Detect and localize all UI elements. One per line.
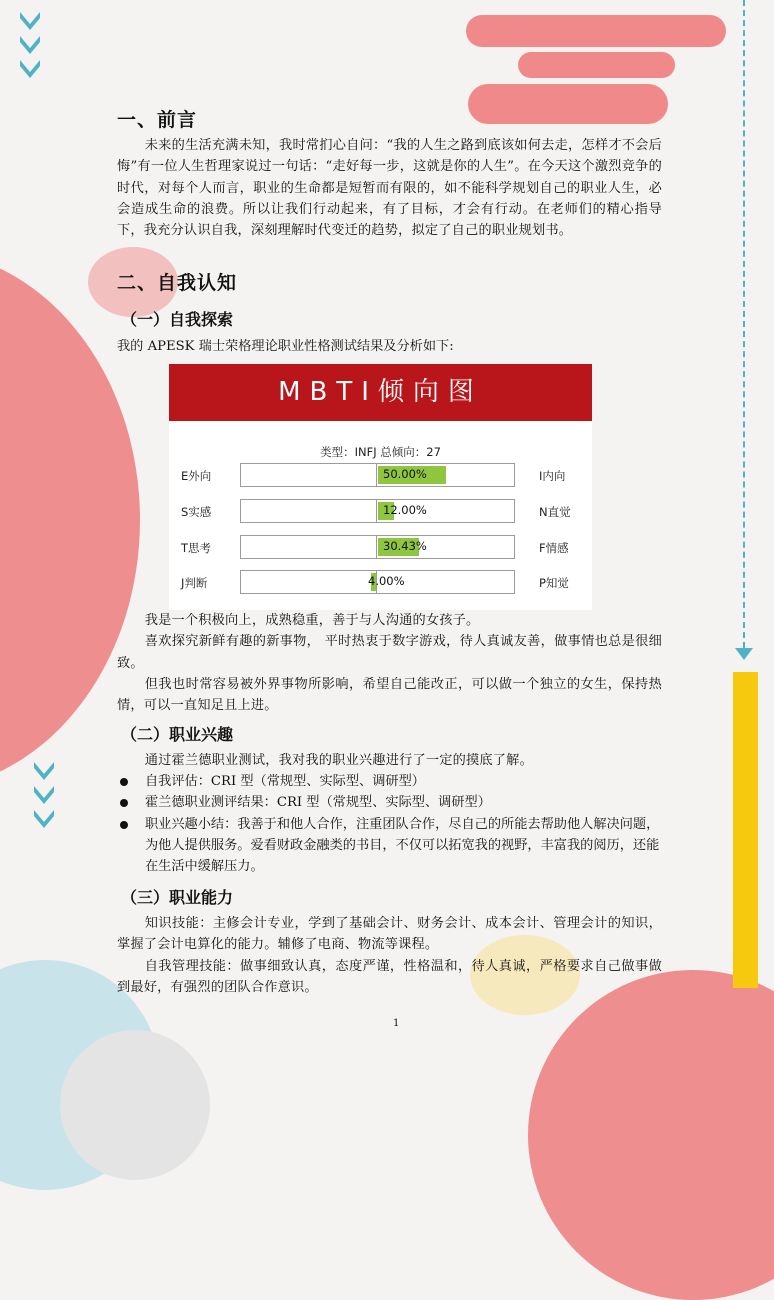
mbti-right-label: P知觉: [539, 576, 569, 590]
decor-dashed-line: [743, 0, 745, 648]
decor-chevrons-middle: [30, 758, 60, 838]
interest-intro: 通过霍兰德职业测试，我对我的职业兴趣进行了一定的摸底了解。: [144, 753, 533, 768]
page-number: 1: [393, 1018, 400, 1029]
ability-self-management: 自我管理技能：做事细致认真，态度严谨，性格温和，待人真诚，严格要求自己做事做到最好，有强烈的团队合作意识。: [117, 958, 662, 995]
mbti-right-label: N直觉: [539, 505, 571, 519]
mbti-banner-title: MBTI倾向图: [169, 364, 592, 421]
mbti-row: [169, 463, 592, 487]
section-heading-preface: 一、前言: [117, 109, 198, 131]
decor-gray-circle-bottom: [60, 1030, 210, 1180]
bullet-icon: [120, 778, 128, 786]
mbti-type-line: 类型：INFJ 总倾向：27: [320, 445, 441, 459]
mbti-left-label: S实感: [181, 505, 212, 519]
decor-arrow-down: [735, 648, 753, 660]
self-description-paragraphs: [117, 610, 662, 716]
mbti-row: [169, 570, 592, 594]
bullet-icon: [120, 821, 128, 829]
preface-paragraph: 未来的生活充满未知，我时常扪心自问：“我的人生之路到底该如何去走，怎样才不会后悔”有一位人生哲理家说过一句话：“走好每一步，这就是你的人生”。在今天这个激烈竞争的时代，对每个人而言，职业的生命都是短暂而有限的，如不能科学规划自己的职业人生，必会造成生命的浪费。所以让我们行动起来，有了目标，才会有行动。在老师们的精心指导下，我充分认识自我，深刻理解时代变迁的趋势，拟定了自己的职业规划书。: [117, 138, 662, 239]
subheading-self-exploration: （一）自我探索: [121, 310, 234, 329]
decor-pink-bar-top: [466, 15, 726, 47]
section-heading-self-awareness: 二、自我认知: [117, 272, 238, 294]
mbti-row: [169, 499, 592, 523]
mbti-center-line: [376, 536, 377, 558]
ability-knowledge: 知识技能：主修会计专业，学到了基础会计、财务会计、成本会计、管理会计的知识，掌握了会计电算化的能力。辅修了电商、物流等课程。: [117, 916, 662, 953]
mbti-right-label: F情感: [539, 541, 569, 555]
mbti-percent-label: 4.00%: [368, 574, 405, 588]
mbti-bar-track: [240, 499, 515, 523]
mbti-left-label: J判断: [181, 576, 208, 590]
mbti-percent-label: 12.00%: [383, 503, 427, 517]
mbti-row: [169, 535, 592, 559]
bullet-icon: [120, 799, 128, 807]
subheading-career-ability: （三）职业能力: [121, 888, 234, 907]
mbti-bar-track: [240, 463, 515, 487]
mbti-intro-text: 我的 APESK 瑞士荣格理论职业性格测试结果及分析如下:: [117, 339, 454, 354]
decor-chevrons-top: [16, 8, 46, 88]
mbti-right-label: I内向: [539, 469, 566, 483]
mbti-bar-track: [240, 570, 515, 594]
mbti-chart: [169, 364, 592, 610]
mbti-left-label: E外向: [181, 469, 212, 483]
decor-pink-circle-bottom-right: [528, 970, 774, 1300]
mbti-left-label: T思考: [181, 541, 212, 555]
subheading-career-interest: （二）职业兴趣: [121, 725, 234, 744]
mbti-center-line: [376, 464, 377, 486]
decor-pink-bar-middle: [518, 52, 675, 78]
self-description-2: 喜欢探究新鲜有趣的新事物， 平时热衷于数字游戏，待人真诚友善，做事情也总是很细致。: [117, 634, 662, 671]
mbti-bar-track: [240, 535, 515, 559]
mbti-center-line: [376, 500, 377, 522]
list-item: 霍兰德职业测评结果：CRI 型（常规型、实际型、调研型）: [117, 792, 662, 813]
list-item: 自我评估：CRI 型（常规型、实际型、调研型）: [117, 771, 662, 792]
list-item: 职业兴趣小结：我善于和他人合作，注重团队合作，尽自己的所能去帮助他人解决问题，为他人提供服务。爱看财政金融类的书目，不仅可以拓宽我的视野，丰富我的阅历，还能在生活中缓解压力。: [117, 814, 662, 878]
self-description-3: 但我也时常容易被外界事物所影响，希望自己能改正，可以做一个独立的女生，保持热情，可以一直知足且上进。: [117, 676, 662, 714]
self-description-1: 我是一个积极向上，成熟稳重，善于与人沟通的女孩子。: [144, 613, 480, 628]
decor-yellow-bar: [733, 672, 758, 988]
decor-pink-bar-bottom: [468, 84, 668, 124]
ability-paragraphs: [117, 913, 662, 998]
mbti-percent-label: 50.00%: [383, 467, 427, 481]
mbti-percent-label: 30.43%: [383, 539, 427, 553]
